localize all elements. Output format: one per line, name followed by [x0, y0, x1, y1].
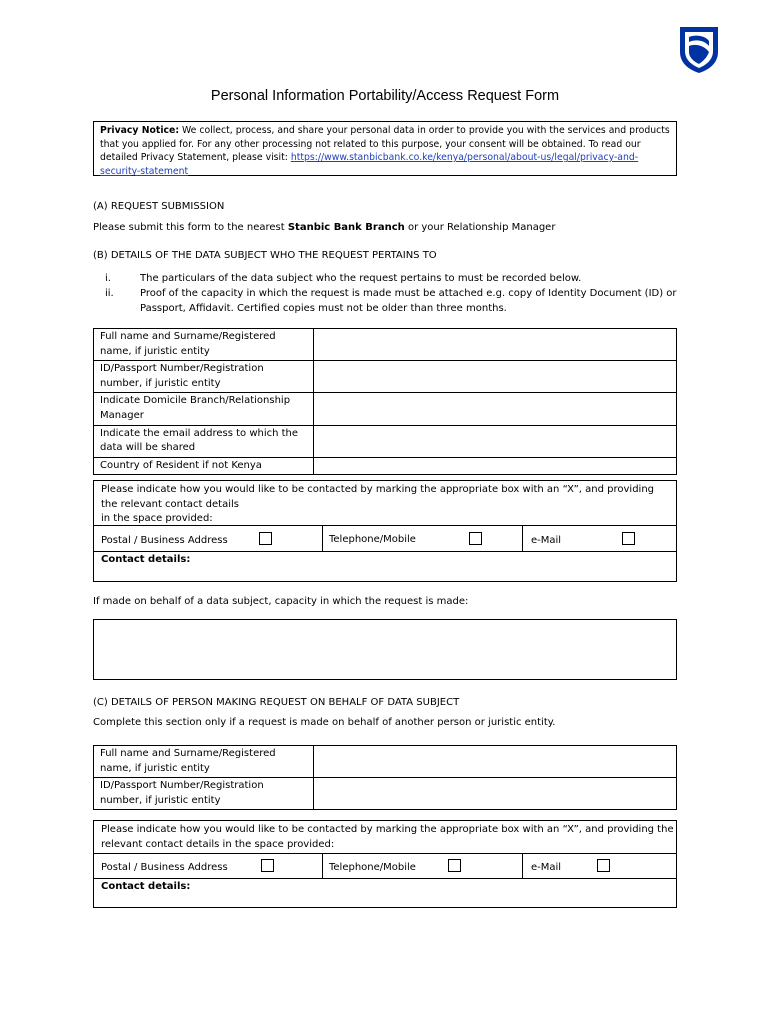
section-a-text-before: Please submit this form to the nearest — [93, 222, 288, 233]
table-row — [94, 393, 677, 425]
postal-option-label: Postal / Business Address — [101, 535, 228, 546]
contact-details-label: Contact details: — [101, 554, 191, 565]
divider — [322, 853, 323, 878]
list-item-text: Proof of the capacity in which the request is made must be attached e.g. copy of Identity Document (ID) or Passport, Affidavit. Certified copies must not be older than three months. — [140, 288, 677, 314]
contact-preference-box-c — [93, 820, 677, 908]
contact-instruction-line1: Please indicate how you would like to be contacted by marking the appropriate box with an “X”, and providing the relevant contact details — [101, 484, 655, 510]
table-row — [94, 778, 677, 810]
subject-branch-input[interactable] — [314, 393, 677, 425]
list-item-text: The particulars of the data subject who the request pertains to must be recorded below. — [140, 273, 582, 284]
capacity-label: If made on behalf of a data subject, capacity in which the request is made: — [93, 596, 469, 607]
capacity-input[interactable] — [93, 619, 677, 680]
privacy-notice-text: We collect, process, and share your personal data in order to provide you with the services and products that you applied for. For any other processing not related to this purpose, your consent will be obtained. To read our detailed Privacy Statement, please visit: — [100, 125, 670, 164]
telephone-option-label: Telephone/Mobile — [329, 862, 416, 873]
stanbic-shield-logo-icon — [676, 24, 722, 74]
field-label: ID/Passport Number/Registration number, if juristic entity — [94, 778, 314, 810]
telephone-checkbox[interactable] — [448, 859, 461, 872]
list-item-number: ii. — [105, 288, 114, 299]
table-row — [94, 329, 677, 361]
privacy-notice — [93, 121, 677, 176]
section-c-note: Complete this section only if a request is made on behalf of another person or juristic entity. — [93, 717, 556, 728]
data-subject-table — [93, 328, 677, 475]
requester-table — [93, 745, 677, 810]
postal-option-label: Postal / Business Address — [101, 862, 228, 873]
requester-name-input[interactable] — [314, 746, 677, 778]
section-c-heading: (C) DETAILS OF PERSON MAKING REQUEST ON BEHALF OF DATA SUBJECT — [93, 697, 460, 708]
divider — [522, 525, 523, 551]
telephone-checkbox[interactable] — [469, 532, 482, 545]
section-a-instruction — [93, 222, 555, 233]
table-row — [94, 746, 677, 778]
telephone-option-label: Telephone/Mobile — [329, 534, 416, 545]
email-option-label: e-Mail — [531, 862, 562, 873]
field-label: Full name and Surname/Registered name, if juristic entity — [94, 746, 314, 778]
contact-instruction — [101, 483, 671, 527]
subject-email-input[interactable] — [314, 425, 677, 457]
section-a-branch: Stanbic Bank Branch — [287, 222, 405, 233]
section-a-text-after: or your Relationship Manager — [404, 222, 556, 233]
contact-preference-box-b — [93, 480, 677, 582]
contact-instruction: Please indicate how you would like to be contacted by marking the appropriate box with an “X”, and providing the relevant contact details in the space provided: — [101, 824, 674, 850]
divider — [522, 853, 523, 878]
requester-id-input[interactable] — [314, 778, 677, 810]
privacy-notice-label: Privacy Notice: — [100, 125, 180, 136]
field-label: Country of Resident if not Kenya — [94, 457, 314, 475]
field-label: Full name and Surname/Registered name, if juristic entity — [94, 329, 314, 361]
subject-name-input[interactable] — [314, 329, 677, 361]
table-row — [94, 425, 677, 457]
divider — [94, 551, 676, 552]
section-b-heading: (B) DETAILS OF THE DATA SUBJECT WHO THE REQUEST PERTAINS TO — [93, 250, 437, 261]
table-row — [94, 457, 677, 475]
email-checkbox[interactable] — [597, 859, 610, 872]
form-title: Personal Information Portability/Access Request Form — [210, 88, 560, 104]
divider — [94, 878, 676, 879]
contact-details-label: Contact details: — [101, 881, 191, 892]
field-label: Indicate the email address to which the data will be shared — [94, 425, 314, 457]
contact-instruction-line2: in the space provided: — [101, 513, 213, 525]
divider — [322, 525, 323, 551]
subject-id-input[interactable] — [314, 361, 677, 393]
email-option-label: e-Mail — [531, 535, 562, 546]
field-label: ID/Passport Number/Registration number, if juristic entity — [94, 361, 314, 393]
section-b-list — [105, 271, 685, 316]
postal-checkbox[interactable] — [259, 532, 272, 545]
field-label: Indicate Domicile Branch/Relationship Manager — [94, 393, 314, 425]
subject-country-input[interactable] — [314, 457, 677, 475]
table-row — [94, 361, 677, 393]
list-item-number: i. — [105, 273, 111, 284]
postal-checkbox[interactable] — [261, 859, 274, 872]
divider — [94, 525, 676, 526]
divider — [94, 853, 676, 854]
privacy-statement-link[interactable]: https://www.stanbicbank.co.ke/kenya/personal/about-us/legal/privacy-and-security-statement — [100, 152, 639, 177]
section-a-heading: (A) REQUEST SUBMISSION — [93, 201, 225, 212]
email-checkbox[interactable] — [622, 532, 635, 545]
